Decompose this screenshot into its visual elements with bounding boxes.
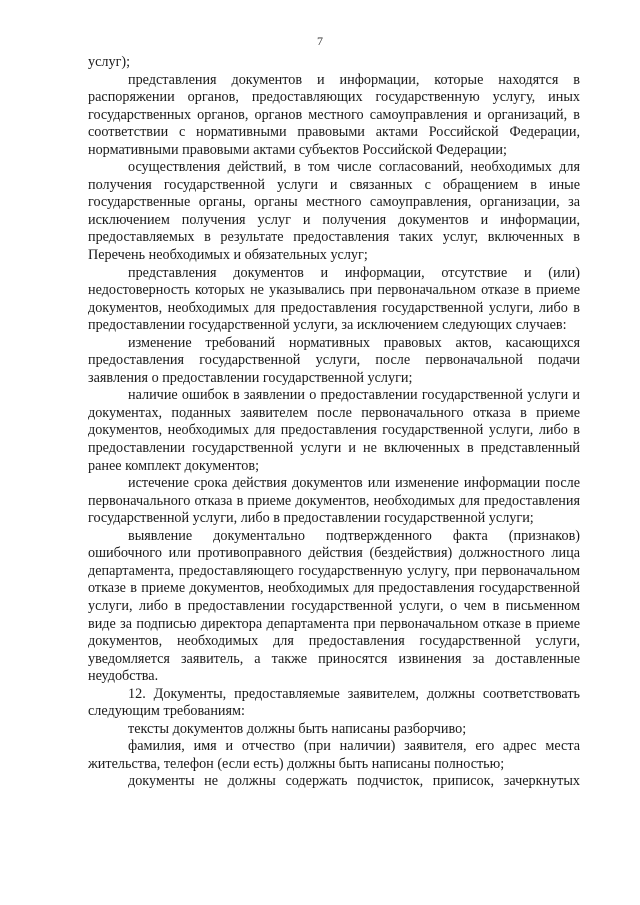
paragraph: изменение требований нормативных правовых актов, касающихся предоставления государственной услуги, после первоначальной подачи заявления о предоставлении государственной услуги; bbox=[88, 334, 580, 386]
paragraph: представления документов и информации, которые находятся в распоряжении органов, предоставляющих государственную услугу, иных государственных органов, органов местного самоуправления и организаций, в соответствии с нормативными правовыми актами Российской Федерации, нормативными правовыми актами субъектов Российской Федерации; bbox=[88, 71, 580, 158]
paragraph: фамилия, имя и отчество (при наличии) заявителя, его адрес места жительства, телефон (если есть) должны быть написаны полностью; bbox=[88, 738, 580, 772]
paragraph: выявление документально подтвержденного факта (признаков) ошибочного или противоправного действия (бездействия) должностного лица департамента, предоставляющего государственную услугу, при первоначальном отказе в приеме документов, необходимых для предоставления государственной услуги, либо в предоставлении государственной услуги, о чем в письменном виде за подписью директора департамента при первоначальном отказе в приеме документов, необходимых для предоставления государственной услуги, уведомляется заявитель, а также приносятся извинения за доставленные неудобства. bbox=[88, 527, 580, 685]
paragraph: представления документов и информации, отсутствие и (или) недостоверность которых не указывались при первоначальном отказе в приеме документов, необходимых для предоставления государственной услуги, либо в предоставлении государственной услуги, за исключением следующих случаев: bbox=[88, 264, 580, 334]
paragraph: осуществления действий, в том числе согласований, необходимых для получения государственной услуги и связанных с обращением в иные государственные органы, органы местного самоуправления, организации, за исключением получения услуг и получения документов и информации, предоставляемых в результате предоставления таких услуг, включенных в Перечень необходимых и обязательных услуг; bbox=[88, 159, 580, 264]
paragraph: истечение срока действия документов или изменение информации после первоначального отказа в приеме документов, необходимых для предоставления государственной услуги, либо в предоставлении государственной услуги; bbox=[88, 475, 580, 527]
paragraph: тексты документов должны быть написаны разборчиво; bbox=[128, 720, 467, 737]
paragraph: документы не должны содержать подчисток, приписок, зачеркнутых bbox=[128, 773, 580, 790]
paragraph: 12. Документы, предоставляемые заявителем, должны соответствовать следующим требованиям: bbox=[88, 685, 580, 720]
page-number: 7 bbox=[317, 34, 323, 48]
paragraph: наличие ошибок в заявлении о предоставлении государственной услуги и документах, поданных заявителем после первоначального отказа в приеме документов, необходимых для предоставления государственной услуги, либо в предоставлении государственной услуги и не включенных в представленный ранее комплект документов; bbox=[88, 387, 580, 474]
paragraph: услуг); bbox=[88, 54, 131, 70]
document-body bbox=[88, 54, 580, 791]
